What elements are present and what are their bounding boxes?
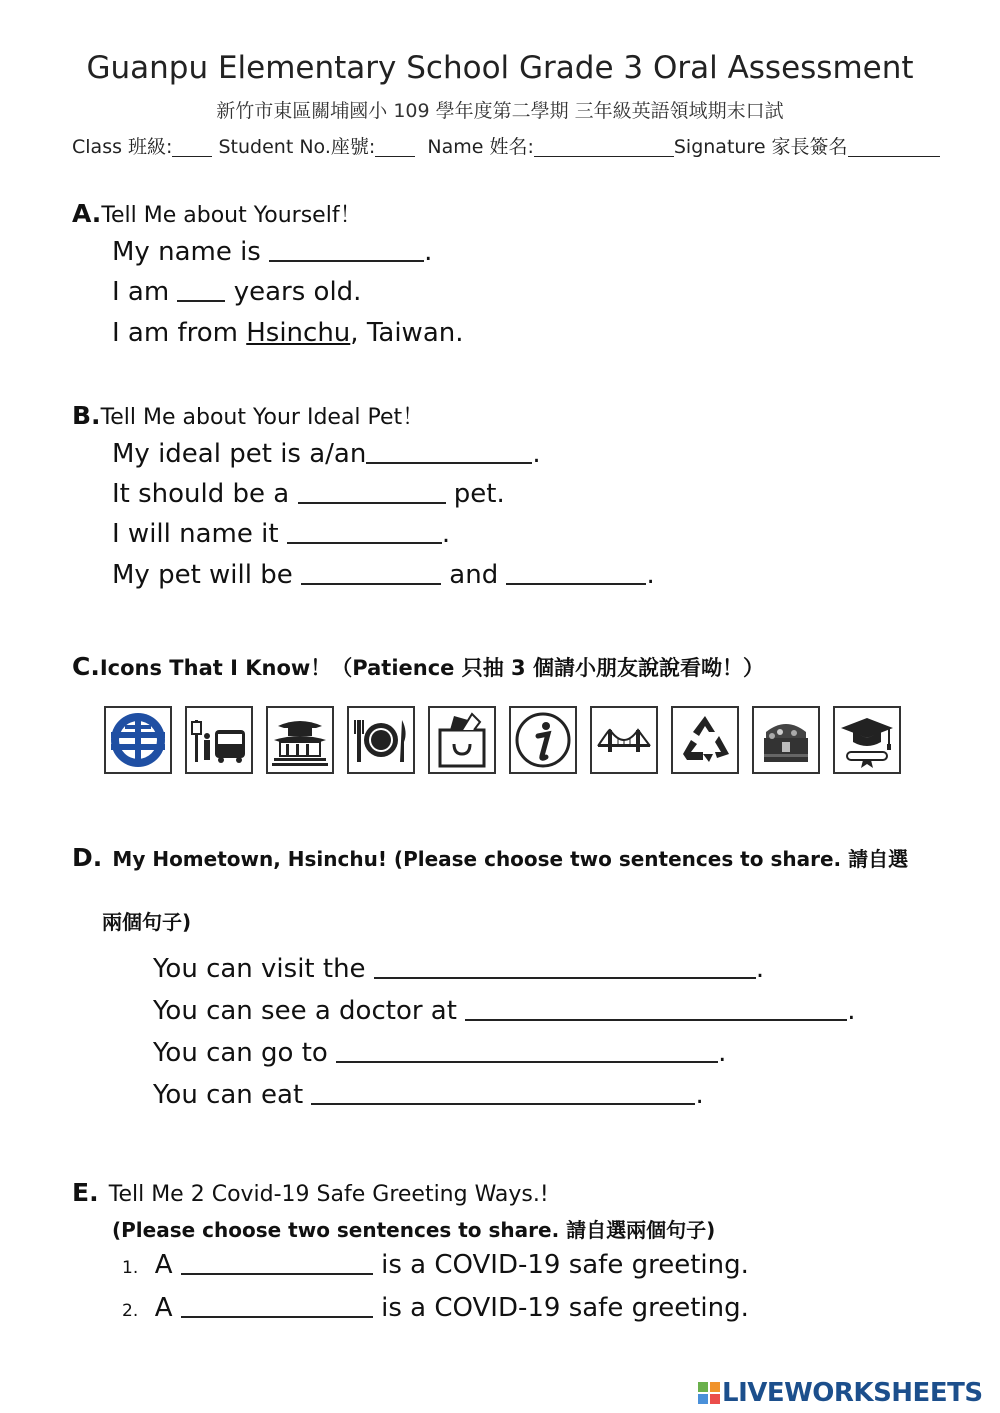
section-e-item-2: 2. A is a COVID-19 safe greeting.	[122, 1293, 749, 1323]
section-b-line-4: My pet will be and .	[112, 560, 655, 590]
page-subtitle: 新竹市東區關埔國小 109 學年度第二學期 三年級英語領域期末口試	[216, 100, 784, 122]
recycling-icon[interactable]	[671, 706, 739, 774]
student-no-field[interactable]	[375, 136, 415, 157]
name-field[interactable]	[534, 136, 674, 157]
go-to-blank[interactable]	[336, 1039, 718, 1063]
train-station-logo-icon[interactable]	[104, 706, 172, 774]
section-a-line-2: I am years old.	[112, 277, 362, 307]
liveworksheets-logo-icon	[698, 1382, 720, 1404]
student-no-label: Student No.座號:	[218, 136, 376, 158]
liveworksheets-logo[interactable]: LIVEWORKSHEETS	[698, 1378, 983, 1408]
section-d-line-4: You can eat .	[153, 1080, 704, 1110]
greeting-1-blank[interactable]	[181, 1251, 373, 1275]
section-d-line-1: You can visit the .	[153, 954, 765, 984]
signature-field[interactable]	[848, 136, 940, 157]
name-label: Name 姓名:	[427, 136, 534, 158]
icon-row	[104, 706, 901, 774]
class-field[interactable]	[172, 136, 212, 157]
bus-stop-icon[interactable]	[185, 706, 253, 774]
section-b-heading: B.Tell Me about Your Ideal Pet！	[72, 401, 425, 430]
age-blank[interactable]	[177, 278, 225, 302]
section-d-line-3: You can go to .	[153, 1038, 727, 1068]
pet-trait-2-blank[interactable]	[506, 561, 646, 585]
section-a-line-1: My name is .	[112, 237, 433, 267]
bridge-icon[interactable]	[590, 706, 658, 774]
name-blank[interactable]	[269, 238, 424, 262]
greeting-2-blank[interactable]	[181, 1294, 373, 1318]
class-label: Class 班級:	[72, 136, 173, 158]
visit-blank[interactable]	[374, 955, 756, 979]
pet-trait-1-blank[interactable]	[301, 561, 441, 585]
section-d-heading: D. My Hometown, Hsinchu! (Please choose two sentences to share. 請自選	[72, 843, 909, 872]
restaurant-icon[interactable]	[347, 706, 415, 774]
information-icon[interactable]	[509, 706, 577, 774]
temple-icon[interactable]	[266, 706, 334, 774]
page-title: Guanpu Elementary School Grade 3 Oral Assessment	[86, 50, 914, 86]
treasure-chest-icon[interactable]	[752, 706, 820, 774]
pet-name-blank[interactable]	[287, 520, 442, 544]
student-info-line	[72, 132, 940, 159]
section-c-heading: C.Icons That I Know！（Patience 只抽 3 個請小朋友說說看呦！）	[72, 652, 764, 681]
section-a-line-3: I am from Hsinchu, Taiwan.	[112, 318, 464, 348]
pet-adjective-blank[interactable]	[298, 480, 446, 504]
graduation-icon[interactable]	[833, 706, 901, 774]
section-d-line-2: You can see a doctor at .	[153, 996, 856, 1026]
signature-label: Signature 家長簽名	[673, 136, 848, 158]
pet-type-blank[interactable]	[366, 440, 532, 464]
section-e-item-1: 1. A is a COVID-19 safe greeting.	[122, 1250, 749, 1280]
section-b-line-2: It should be a pet.	[112, 479, 505, 509]
section-a-heading: A.Tell Me about Yourself！	[72, 199, 362, 228]
section-e-instruction: (Please choose two sentences to share. 請自選兩個句子)	[112, 1218, 716, 1242]
eat-blank[interactable]	[311, 1081, 695, 1105]
section-d-heading-cont: 兩個句子)	[102, 910, 192, 934]
section-e-heading: E. Tell Me 2 Covid-19 Safe Greeting Ways.!	[72, 1178, 549, 1207]
shopping-bag-icon[interactable]	[428, 706, 496, 774]
doctor-blank[interactable]	[465, 997, 847, 1021]
section-b-line-3: I will name it .	[112, 519, 451, 549]
section-b-line-1: My ideal pet is a/an .	[112, 439, 541, 469]
